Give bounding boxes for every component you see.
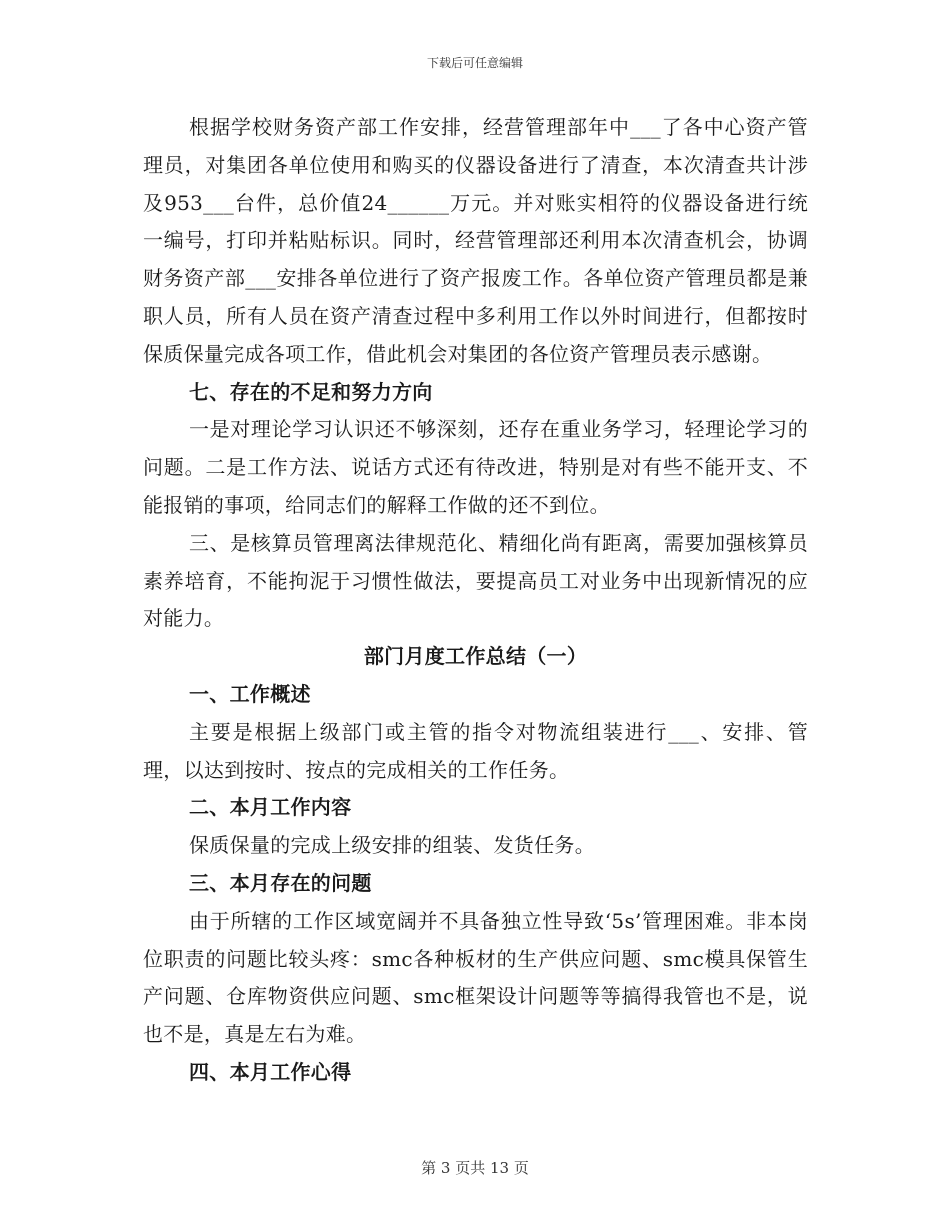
paragraph-asset-inventory: 根据学校财务资产部工作安排，经营管理部年中___了各中心资产管理员，对集团各单位使用和购买的仪器设备进行了清查，本次清查共计涉及953___台件，总价值24______万元。并对账实相符的仪器设备进行统一编号，打印并粘贴标识。同时，经营管理部还利用本次清查机会，协调财务资产部___安排各单位进行了资产报废工作。各单位资产管理员都是兼职人员，所有人员在资产清查过程中多利用工作以外时间进行，但都按时保质保量完成各项工作，借此机会对集团的各位资产管理员表示感谢。 — [143, 115, 808, 366]
paragraph-problems: 由于所辖的工作区域宽阔并不具备独立性导致‘5s’管理困难。非本岗位职责的问题比较头疼：smc各种板材的生产供应问题、smc模具保管生产问题、仓库物资供应问题、smc框架设计问题等等搞得我管也不是，说也不是，真是左右为难。 — [143, 908, 808, 1047]
page-footer: 第 3 页共 13 页 — [421, 1159, 529, 1177]
heading-problems: 三、本月存在的问题 — [189, 870, 372, 895]
paragraph-shortcoming-three: 三、是核算员管理离法律规范化、精细化尚有距离，需要加强核算员素养培育，不能拘泥于习惯性做法，要提高员工对业务中出现新情况的应对能力。 — [143, 530, 808, 631]
heading-shortcomings: 七、存在的不足和努力方向 — [189, 379, 433, 404]
paragraph-shortcoming-one: 一是对理论学习认识还不够深刻，还存在重业务学习，轻理论学习的问题。二是工作方法、说话方式还有待改进，特别是对有些不能开支、不能报销的事项，给同志们的解释工作做的还不到位。 — [143, 417, 808, 517]
heading-work-content: 二、本月工作内容 — [189, 795, 352, 820]
heading-experience: 四、本月工作心得 — [189, 1059, 352, 1084]
heading-overview: 一、工作概述 — [189, 681, 311, 706]
paragraph-work-content: 保质保量的完成上级安排的组装、发货任务。 — [189, 833, 595, 858]
paragraph-overview: 主要是根据上级部门或主管的指令对物流组装进行___、安排、管理，以达到按时、按点的完成相关的工作任务。 — [143, 719, 808, 782]
document-body — [143, 109, 808, 1092]
section-title: 部门月度工作总结（一） — [363, 644, 588, 669]
page-header: 下载后可任意编辑 — [426, 56, 523, 70]
